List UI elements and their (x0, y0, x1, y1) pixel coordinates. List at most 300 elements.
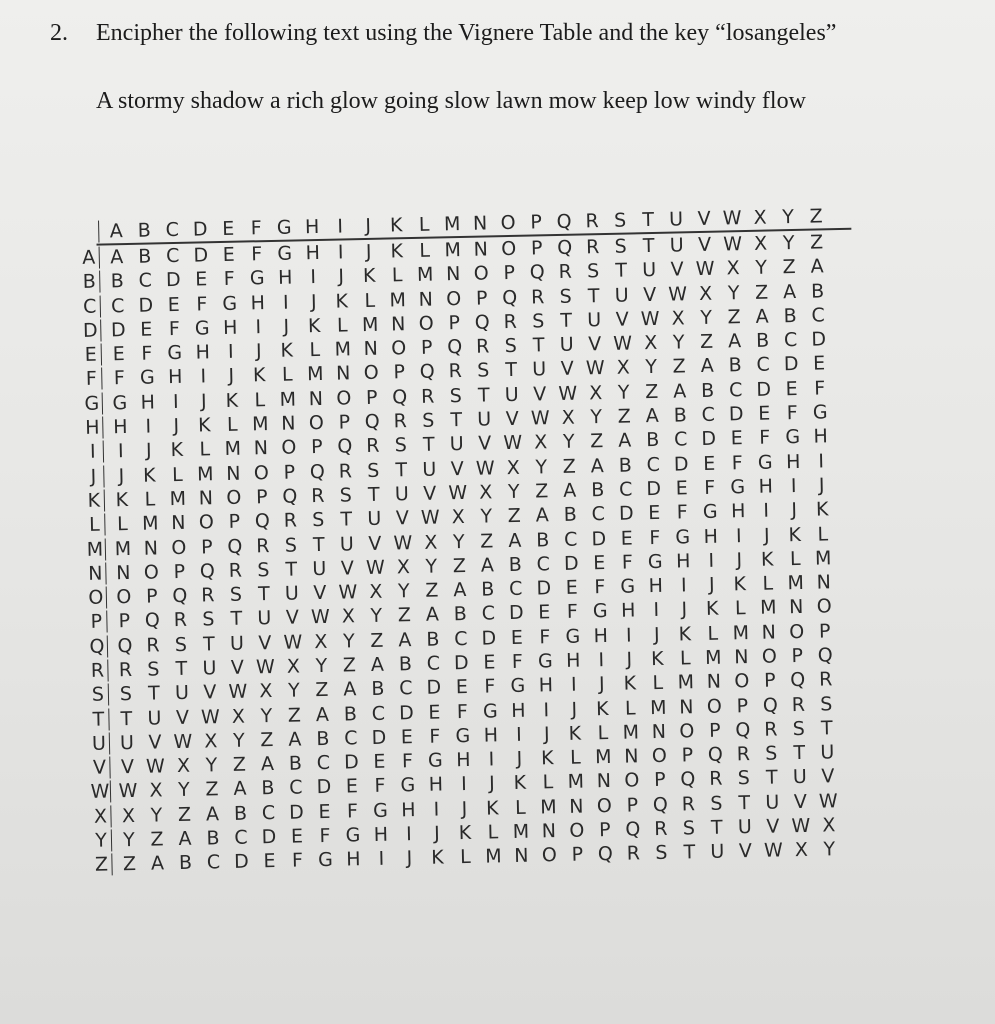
table-cell: J (543, 723, 550, 746)
table-cell: L (652, 672, 664, 695)
table-cell: P (571, 843, 584, 867)
table-cell: N (624, 745, 639, 768)
table-cell: V (587, 333, 602, 356)
table-cell: F (731, 451, 743, 474)
table-cell: C (701, 403, 716, 426)
table-cell: E (112, 343, 126, 366)
table-cell: R (818, 668, 833, 691)
table-cell: U (587, 308, 602, 332)
table-cell: A (563, 479, 577, 502)
table-cell: L (199, 438, 211, 461)
table-cell: W (338, 581, 358, 604)
table-cell: K (760, 548, 774, 571)
table-cell: H (456, 749, 471, 772)
table-cell: U (147, 706, 162, 730)
table-cell: Z (480, 529, 494, 553)
table-cell: V (175, 706, 190, 729)
row-header: V (92, 756, 107, 779)
table-cell: O (446, 287, 462, 310)
table-cell: X (822, 814, 836, 837)
table-cell: U (339, 532, 355, 556)
table-cell: T (202, 632, 215, 656)
table-cell: Z (507, 504, 522, 528)
row-header: X (93, 805, 108, 828)
table-cell: L (817, 522, 829, 546)
table-cell: Q (419, 360, 435, 384)
table-cell: E (812, 352, 826, 376)
table-cell: N (335, 362, 351, 386)
table-cell: J (516, 747, 523, 771)
table-cell: A (110, 245, 124, 269)
table-cell: S (559, 285, 572, 308)
table-cell: Q (337, 435, 353, 458)
table-cell: U (532, 358, 547, 381)
table-cell: Q (364, 410, 381, 434)
table-cell: J (365, 240, 372, 263)
table-cell: D (756, 378, 772, 401)
table-cell: T (587, 284, 600, 307)
table-cell: M (224, 437, 242, 461)
table-cell: D (316, 776, 332, 799)
table-cell: E (730, 427, 743, 450)
table-cell: S (284, 533, 298, 557)
table-cell: P (200, 535, 213, 558)
table-cell: Y (672, 331, 685, 354)
table-cell: G (317, 849, 334, 872)
table-cell: G (510, 675, 526, 698)
table-cell: D (261, 826, 277, 849)
table-cell: N (541, 820, 557, 843)
table-cell: L (171, 463, 183, 486)
table-cell: T (642, 234, 655, 258)
table-cell: K (170, 439, 184, 462)
table-cell: N (390, 312, 406, 336)
table-cell: B (371, 677, 385, 701)
table-cell: Y (645, 356, 658, 379)
table-cell: M (512, 820, 530, 844)
row-header: I (89, 440, 96, 464)
table-cell: S (655, 842, 668, 865)
table-cell: D (426, 676, 442, 700)
table-cell: U (202, 657, 217, 680)
table-cell: T (367, 483, 380, 506)
table-cell: Z (370, 629, 384, 652)
table-cell: N (596, 770, 612, 793)
table-cell: X (176, 754, 191, 778)
table-cell: F (251, 243, 263, 266)
table-cell: Z (727, 305, 741, 329)
row-header: G (84, 392, 100, 415)
column-header: O (500, 211, 516, 235)
table-cell: P (393, 361, 406, 384)
column-header: K (389, 214, 403, 237)
row-header: W (90, 780, 110, 804)
table-cell: I (763, 499, 770, 522)
table-cell: V (258, 631, 272, 654)
table-cell: Q (680, 768, 696, 791)
table-cell: H (730, 500, 746, 523)
table-cell: Z (562, 455, 577, 478)
table-cell: P (681, 744, 694, 767)
table-cell: N (445, 263, 461, 286)
table-cell: S (682, 817, 696, 840)
table-cell: B (261, 777, 275, 800)
table-cell: N (308, 387, 324, 410)
table-cell: H (593, 624, 609, 647)
table-cell: P (338, 411, 351, 434)
table-cell: O (143, 561, 160, 584)
table-cell: D (536, 577, 552, 600)
table-cell: K (335, 289, 349, 313)
table-cell: X (726, 257, 740, 280)
table-cell: N (143, 536, 159, 560)
table-cell: F (346, 800, 359, 823)
table-cell: K (458, 821, 472, 845)
table-cell: Y (823, 838, 836, 861)
table-cell: Y (150, 804, 163, 827)
table-cell: Q (144, 609, 161, 633)
table-cell: R (503, 310, 518, 333)
table-cell: I (488, 748, 495, 771)
table-cell: B (536, 528, 550, 551)
table-cell: E (400, 725, 414, 749)
table-cell: M (416, 263, 434, 287)
table-cell: Z (177, 803, 192, 826)
table-cell: C (508, 577, 523, 601)
table-cell: S (476, 359, 490, 383)
table-cell: J (818, 474, 825, 497)
table-cell: V (560, 358, 574, 381)
table-cell: J (681, 598, 688, 621)
table-cell: E (195, 268, 208, 291)
table-cell: M (539, 795, 557, 819)
table-cell: N (171, 512, 186, 535)
table-cell: N (418, 288, 434, 311)
table-cell: H (428, 773, 444, 797)
table-cell: F (704, 476, 716, 499)
table-cell: S (449, 384, 463, 407)
table-cell: X (121, 804, 136, 827)
table-cell: N (678, 695, 694, 719)
table-cell: E (263, 850, 276, 873)
table-cell: T (683, 841, 696, 864)
table-cell: H (758, 475, 774, 498)
table-cell: I (200, 365, 207, 388)
table-cell: W (173, 730, 193, 753)
table-cell: A (590, 454, 604, 477)
table-cell: Z (754, 281, 769, 304)
table-cell: M (334, 338, 352, 361)
table-cell: G (345, 824, 361, 847)
table-cell: Z (590, 430, 604, 453)
table-cell: I (405, 823, 412, 846)
table-cell: K (307, 314, 321, 338)
table-cell: X (231, 705, 246, 728)
table-cell: X (149, 779, 163, 803)
table-cell: G (730, 475, 746, 499)
table-cell: J (283, 315, 290, 338)
table-cell: G (785, 426, 801, 449)
table-cell: A (755, 305, 769, 328)
row-header: H (84, 416, 100, 439)
table-cell: Z (617, 405, 631, 428)
table-cell: V (313, 581, 327, 605)
table-cell: N (226, 462, 241, 485)
table-cell: B (316, 727, 330, 750)
table-cell: G (620, 575, 636, 598)
table-cell: J (338, 265, 345, 288)
table-cell: S (820, 692, 833, 716)
table-cell: S (257, 558, 270, 582)
table-cell: M (484, 845, 502, 868)
table-cell: J (708, 573, 715, 596)
table-cell: A (205, 802, 220, 826)
table-cell: Q (652, 793, 669, 816)
table-cell: W (200, 705, 221, 729)
table-cell: A (398, 628, 412, 652)
table-cell: T (820, 717, 833, 740)
table-cell: W (310, 606, 330, 629)
column-header: Y (782, 206, 795, 229)
table-cell: J (173, 414, 180, 438)
table-cell: O (363, 362, 379, 385)
table-cell: P (173, 560, 186, 583)
table-cell: A (672, 380, 687, 403)
table-cell: I (310, 266, 317, 289)
table-cell: V (340, 557, 355, 580)
table-cell: P (708, 719, 721, 742)
table-cell: G (112, 391, 128, 415)
table-cell: L (281, 363, 293, 387)
table-cell: S (504, 334, 517, 358)
table-cell: O (816, 595, 832, 619)
table-cell: G (277, 242, 293, 265)
table-cell: O (679, 720, 695, 743)
table-cell: T (477, 384, 490, 407)
table-cell: S (367, 459, 380, 482)
table-cell: V (368, 532, 382, 555)
table-cell: K (430, 846, 444, 870)
table-cell: I (227, 340, 234, 364)
row-header: M (86, 538, 104, 561)
column-header: Z (809, 205, 823, 228)
table-cell: U (449, 433, 464, 456)
table-cell: Z (232, 753, 247, 777)
table-cell: Z (809, 231, 824, 254)
table-cell: X (561, 406, 575, 429)
table-cell: V (450, 457, 465, 480)
table-cell: W (558, 382, 578, 405)
column-header: F (250, 217, 262, 240)
table-cell: E (757, 402, 771, 425)
table-cell: X (671, 307, 685, 330)
table-cell: D (591, 527, 607, 550)
column-header: Q (556, 210, 572, 234)
table-cell: K (568, 722, 582, 745)
table-cell: X (451, 506, 466, 529)
table-cell: H (167, 366, 183, 389)
table-cell: T (422, 433, 435, 457)
table-cell: O (308, 411, 325, 435)
table-cell: C (110, 294, 125, 317)
table-cell: F (319, 824, 331, 848)
table-cell: O (624, 769, 640, 793)
table-cell: X (616, 356, 630, 380)
table-cell: L (789, 547, 801, 570)
row-header: R (90, 659, 105, 682)
table-cell: D (481, 627, 497, 650)
table-cell: L (419, 239, 431, 262)
table-cell: R (791, 693, 806, 716)
table-cell: U (312, 557, 327, 580)
table-cell: I (653, 599, 660, 622)
table-cell: O (473, 262, 489, 285)
table-cell: P (145, 585, 158, 608)
table-cell: S (737, 767, 751, 790)
row-header: O (88, 586, 104, 609)
table-cell: R (709, 768, 723, 791)
table-cell: R (763, 718, 778, 741)
table-cell: G (249, 267, 265, 290)
table-cell: D (193, 244, 209, 267)
table-cell: W (585, 357, 605, 380)
column-header: R (585, 210, 599, 233)
table-cell: W (668, 282, 688, 306)
table-cell: F (511, 650, 524, 673)
table-cell: K (142, 464, 156, 487)
table-cell: L (391, 264, 403, 287)
table-cell: Y (480, 505, 493, 528)
column-header: M (443, 213, 461, 236)
table-cell: L (144, 488, 156, 511)
table-cell: L (254, 388, 266, 412)
table-cell: T (175, 657, 188, 681)
table-cell: L (569, 746, 581, 769)
table-cell: P (530, 237, 543, 260)
table-cell: S (765, 742, 778, 765)
column-header: S (613, 209, 627, 232)
row-header: Y (94, 829, 108, 852)
table-cell: H (346, 848, 361, 871)
table-cell: W (530, 407, 550, 430)
table-cell: N (651, 720, 667, 743)
table-cell: H (222, 316, 238, 339)
table-cell: M (306, 363, 324, 386)
table-cell: J (200, 390, 207, 413)
table-cell: I (255, 316, 262, 339)
table-cell: Y (370, 605, 383, 628)
table-cell: R (530, 285, 545, 309)
table-cell: B (673, 404, 687, 427)
table-cell: U (229, 632, 245, 655)
table-cell: X (506, 456, 521, 479)
table-cell: T (230, 608, 243, 631)
table-cell: D (701, 428, 717, 451)
table-cell: E (510, 626, 524, 649)
table-cell: K (362, 265, 376, 288)
table-cell: G (812, 401, 828, 424)
table-cell: B (398, 653, 413, 676)
table-cell: C (591, 503, 606, 526)
table-cell: O (281, 436, 297, 460)
table-cell: E (373, 750, 386, 774)
table-cell: E (483, 651, 496, 674)
table-cell: J (791, 499, 798, 522)
table-cell: C (811, 304, 826, 327)
table-cell: E (785, 377, 798, 400)
table-cell: H (195, 341, 211, 364)
table-cell: E (167, 293, 181, 316)
table-cell: S (710, 792, 723, 815)
table-cell: U (792, 766, 808, 789)
column-header: B (137, 219, 151, 242)
table-cell: P (420, 336, 433, 359)
table-cell: I (337, 241, 344, 264)
table-cell: R (626, 842, 641, 866)
table-cell: N (116, 561, 131, 585)
table-cell: Z (644, 380, 659, 403)
table-cell: B (206, 827, 220, 850)
table-cell: Y (507, 480, 520, 503)
table-cell: U (477, 408, 492, 431)
table-cell: S (614, 235, 627, 258)
table-cell: Q (474, 311, 490, 334)
table-cell: J (488, 772, 495, 795)
table-cell: P (118, 610, 131, 633)
table-cell: H (648, 574, 664, 598)
table-cell: Y (782, 231, 795, 255)
table-cell: J (653, 623, 660, 646)
table-cell: N (788, 596, 804, 619)
row-header: F (85, 368, 98, 391)
table-cell: N (733, 646, 749, 669)
row-header: K (87, 489, 101, 512)
table-cell: J (118, 464, 125, 487)
row-header: P (90, 610, 103, 634)
table-cell: I (433, 798, 440, 821)
table-cell: K (595, 697, 609, 720)
table-cell: C (728, 378, 743, 402)
table-cell: R (558, 260, 573, 284)
question-number: 2. (50, 20, 68, 46)
table-cell: Y (617, 381, 630, 404)
table-cell: Z (672, 355, 686, 378)
row-header: J (90, 465, 97, 488)
table-cell: X (369, 580, 383, 604)
table-cell: U (394, 483, 409, 506)
table-cell: D (728, 403, 744, 426)
table-cell: U (559, 333, 574, 357)
table-cell: X (341, 605, 356, 628)
table-cell: Y (342, 629, 355, 653)
table-cell: I (117, 440, 124, 463)
table-cell: T (120, 707, 133, 730)
table-cell: J (310, 290, 317, 313)
table-cell: A (535, 504, 550, 527)
table-cell: N (280, 412, 296, 435)
table-cell: Z (150, 828, 164, 851)
table-cell: V (285, 606, 300, 630)
table-cell: D (811, 328, 827, 351)
table-cell: Y (177, 779, 190, 802)
column-header: W (722, 207, 742, 230)
table-cell: C (756, 353, 771, 377)
table-cell: U (174, 682, 190, 705)
table-cell: J (461, 797, 468, 820)
table-cell: P (736, 694, 749, 717)
table-cell: Q (762, 694, 779, 717)
table-cell: O (651, 744, 668, 768)
